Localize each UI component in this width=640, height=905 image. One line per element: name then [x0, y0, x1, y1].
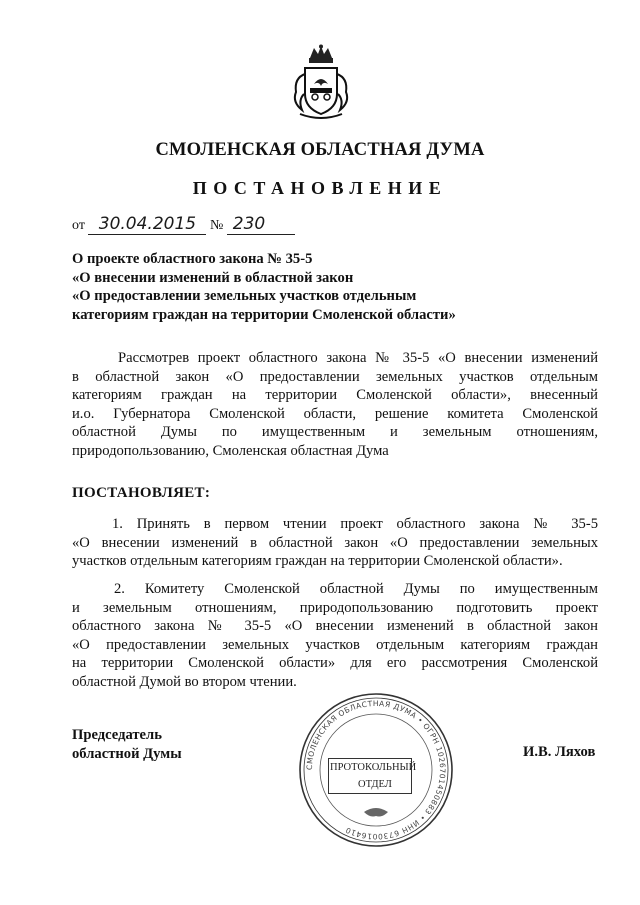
document-number: 230 — [227, 214, 295, 235]
subject-line: «О предоставлении земельных участков отдельным — [72, 288, 417, 305]
document-date: 30.04.2015 — [88, 214, 206, 235]
intro-paragraph — [72, 349, 598, 461]
item-line: «О внесении изменений в областной закон «О предоставлении земельных — [72, 534, 598, 551]
subject-line: О проекте областного закона № 35-5 — [72, 251, 313, 267]
item-line: и земельным отношениям, природопользованию подготовить проект — [72, 599, 598, 616]
intro-line: категориям граждан на территории Смоленской области», внесенный — [72, 387, 598, 404]
date-prefix: от — [72, 218, 85, 233]
item-line: 1. Принять в первом чтении проект областного закона № 35-5 — [112, 516, 598, 532]
resolution-item-2 — [72, 580, 598, 692]
resolves-heading: ПОСТАНОВЛЯЕТ: — [72, 485, 211, 501]
item-line: на территории Смоленской области» для его рассмотрения Смоленской — [72, 655, 598, 672]
document-subject — [72, 250, 456, 325]
document-type: ПОСТАНОВЛЕНИЕ — [192, 178, 448, 198]
seal-department-line: ПРОТОКОЛЬНЫЙ — [330, 762, 417, 773]
coat-of-arms-icon — [290, 44, 352, 124]
intro-line: природопользованию, Смоленская областная Дума — [72, 442, 389, 459]
resolution-item-1 — [72, 515, 598, 571]
item-line: 2. Комитету Смоленской областной Думы по имущественным — [114, 581, 598, 597]
subject-line: категориям граждан на территории Смоленской области» — [72, 307, 456, 324]
signer-title-line: Председатель — [72, 727, 162, 743]
signer-title-line: областной Думы — [72, 746, 182, 762]
signer-title — [72, 726, 182, 764]
item-line: областной Думой во втором чтении. — [72, 673, 297, 690]
seal-outer-text: СМОЛЕНСКАЯ ОБЛАСТНАЯ ДУМА • ОГРН 1026701450883 • ИНН 6730016410 — [304, 698, 448, 842]
subject-line: «О внесении изменений в областной закон — [72, 269, 354, 286]
seal-department-line: ОТДЕЛ — [358, 779, 392, 790]
item-line: участков отдельным категориям граждан на территории Смоленской области». — [72, 553, 563, 570]
date-number-line — [72, 214, 295, 235]
intro-line: Рассмотрев проект областного закона № 35-5 «О внесении изменений — [118, 350, 598, 366]
organization-name: СМОЛЕНСКАЯ ОБЛАСТНАЯ ДУМА — [155, 140, 485, 160]
signer-name: И.В. Ляхов — [523, 744, 596, 760]
item-line: областного закона № 35-5 «О внесении изменений в областной закон — [72, 618, 598, 635]
intro-line: и.о. Губернатора Смоленской области, решение комитета Смоленской — [72, 405, 598, 422]
intro-line: областной Думы по имущественным и земельным отношениям, — [72, 424, 598, 441]
item-line: «О предоставлении земельных участков отдельным категориям граждан — [72, 636, 598, 653]
intro-line: в областной закон «О предоставлении земельных участков отдельным — [72, 368, 598, 385]
number-prefix: № — [209, 218, 224, 233]
